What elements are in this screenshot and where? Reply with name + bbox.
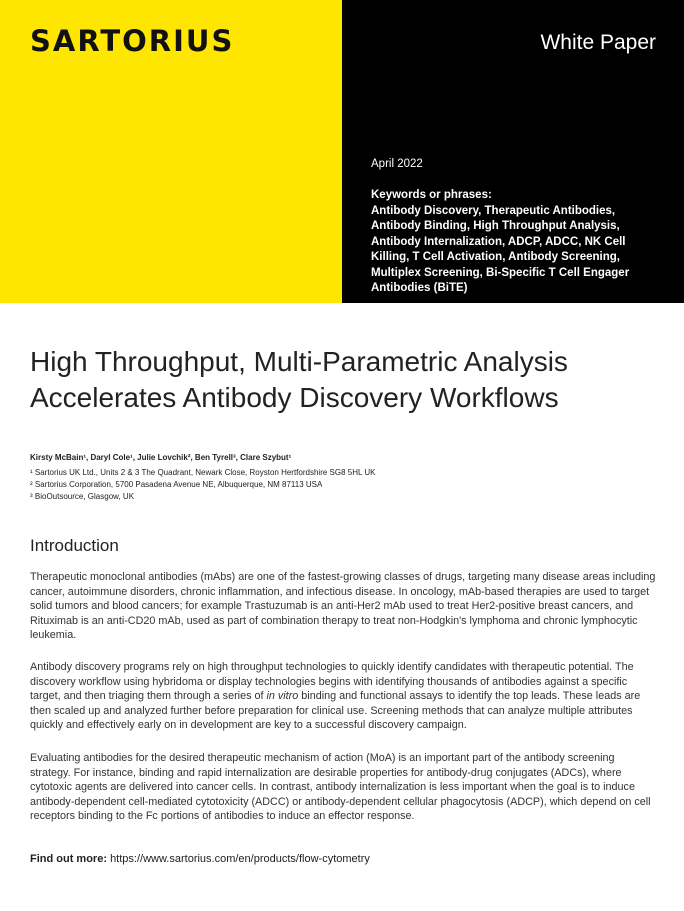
authors-block: [30, 452, 650, 503]
affiliation-2: ² Sartorius Corporation, 5700 Pasadena Avenue NE, Albuquerque, NM 87113 USA: [30, 480, 323, 489]
paragraph-3: Evaluating antibodies for the desired therapeutic mechanism of action (MoA) is an important part of the antibody screening strategy. For instance, binding and rapid internalization are desirable properties for antibody-drug conjugates (ADCs), where cytotoxic agents are delivered into cancer cells. In contrast, antibody internalization is less important when the goal is to induce antibody-dependent cell-mediated cytotoxicity (ADCC) or antibody-dependent cellular phagocytosis (ADCP), which depend on cell receptors binding to the Fc portions of antibodies to induce an effector response.: [30, 752, 651, 822]
keywords-list: Antibody Discovery, Therapeutic Antibodies, Antibody Binding, High Throughput Analysis, Antibody Internalization, ADCP, ADCC, NK Cell Killing, T Cell Activation, Antibody Screening, Multiplex Screening, Bi-Specific T Cell Engager Antibodies (BiTE): [371, 204, 630, 294]
page-title: High Throughput, Multi-Parametric Analysis Accelerates Antibody Discovery Workflows: [30, 346, 568, 413]
sartorius-logo: SARTORIUS: [30, 24, 235, 58]
keywords-block: [371, 188, 661, 297]
section-heading: Introduction: [30, 536, 119, 555]
find-more-link[interactable]: https://www.sartorius.com/en/products/flow-cytometry: [110, 853, 370, 865]
doc-type-label: White Paper: [540, 31, 656, 54]
author-names: Kirsty McBain¹, Daryl Cole¹, Julie Lovchik², Ben Tyrell³, Clare Szybut¹: [30, 453, 292, 462]
affiliation-1: ¹ Sartorius UK Ltd., Units 2 & 3 The Quadrant, Newark Close, Royston Hertfordshire SG8 5HL UK: [30, 468, 376, 477]
paragraph-2-italic: in vitro: [266, 690, 299, 702]
paragraph-1: Therapeutic monoclonal antibodies (mAbs) are one of the fastest-growing classes of drugs, targeting many disease areas including cancer, autoimmune disorders, chronic inflammation, and infectious disease. In oncology, mAb-based therapies are used to target solid tumors and blood cancers; for example Trastuzumab is an anti-Her2 mAb used to treat Her2-positive breast cancers, and Rituximab is an anti-CD20 mAb, used as part of combination therapy to treat non-Hodgkin's lymphoma and chronic lymphocytic leukemia.: [30, 571, 656, 641]
publication-date: April 2022: [371, 158, 423, 170]
affiliation-3: ³ BioOutsource, Glasgow, UK: [30, 492, 135, 501]
paragraph-2-text-a: Antibody discovery programs rely on high throughput technologies to quickly identify candidates with therapeutic potential. The discovery workflow using hybridoma or display technologies begins with identifying thousands of antibodies against a specific target, and then triaging them through a series of: [30, 661, 634, 702]
header-yellow-panel: [0, 0, 342, 303]
paragraph-2-text-b: binding and functional assays to identify the top leads. These leads are then scaled up and analyzed further before preparation for clinical use. Screening methods that can analyze multiple attributes quickly and effectively early on in development are key to a successful discovery campaign.: [30, 690, 641, 731]
paragraph-2: [30, 660, 656, 733]
keywords-label: Keywords or phrases:: [371, 189, 492, 201]
find-more-label: Find out more:: [30, 853, 107, 865]
find-more-line: [30, 853, 370, 865]
